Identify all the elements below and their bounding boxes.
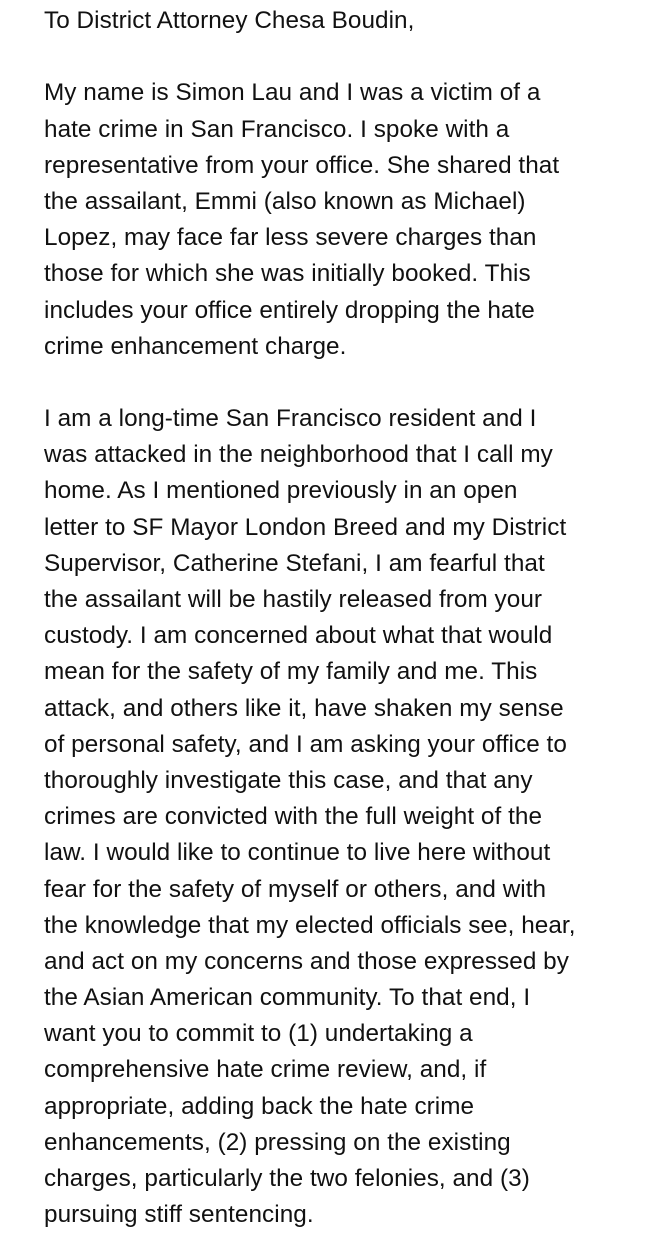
paragraph-2-line: Supervisor, Catherine Stefani, I am fearful that: [44, 549, 545, 577]
paragraph-2-line: the assailant will be hastily released from your: [44, 586, 543, 613]
paragraph-2-line: letter to SF Mayor London Breed and my District: [44, 513, 567, 541]
paragraph-1-line: hate crime in San Francisco. I spoke with a: [44, 115, 510, 143]
paragraph-2-line: mean for the safety of my family and me. This: [44, 658, 538, 686]
salutation: To District Attorney Chesa Boudin,: [44, 7, 415, 34]
paragraph-2-line: of personal safety, and I am asking your office to: [44, 730, 567, 758]
paragraph-spacer: [44, 365, 644, 401]
paragraph-1-line: crime enhancement charge.: [44, 332, 347, 360]
paragraph-2-line: and act on my concerns and those expressed by: [44, 947, 569, 975]
paragraph-2-line: enhancements, (2) pressing on the existing: [44, 1128, 511, 1156]
paragraph-2-line: was attacked in the neighborhood that I call my: [44, 441, 553, 469]
paragraph-2-line: law. I would like to continue to live here without: [44, 839, 551, 867]
paragraph-2-line: thoroughly investigate this case, and that any: [44, 766, 533, 794]
paragraph-1-line: includes your office entirely dropping the hate: [44, 296, 535, 324]
paragraph-2-line: home. As I mentioned previously in an open: [44, 477, 518, 505]
paragraph-1-line: Lopez, may face far less severe charges than: [44, 224, 537, 252]
paragraph-1: [44, 75, 644, 365]
paragraph-spacer: [44, 39, 644, 75]
paragraph-1-line: those for which she was initially booked. This: [44, 260, 531, 288]
paragraph-2-line: charges, particularly the two felonies, and (3): [44, 1165, 530, 1192]
paragraph-2-line: comprehensive hate crime review, and, if: [44, 1056, 487, 1084]
paragraph-2-line: fear for the safety of myself or others, and with: [44, 875, 547, 903]
paragraph-1-line: representative from your office. She shared that: [44, 151, 560, 179]
letter-body: [44, 3, 644, 1233]
paragraph-2-line: crimes are convicted with the full weight of the: [44, 803, 543, 831]
paragraph-2-line: want you to commit to (1) undertaking a: [44, 1020, 473, 1048]
paragraph-2-line: I am a long-time San Francisco resident and I: [44, 405, 537, 433]
paragraph-2: [44, 401, 644, 1233]
paragraph-2-line: the Asian American community. To that end, I: [44, 984, 531, 1012]
paragraph-2-line: pursuing stiff sentencing.: [44, 1201, 314, 1229]
paragraph-2-line: appropriate, adding back the hate crime: [44, 1092, 475, 1120]
paragraph-1-line: My name is Simon Lau and I was a victim of a: [44, 79, 541, 107]
paragraph-2-line: custody. I am concerned about what that would: [44, 622, 553, 650]
paragraph-2-line: attack, and others like it, have shaken my sense: [44, 694, 564, 722]
paragraph-1-line: the assailant, Emmi (also known as Michael): [44, 187, 526, 215]
paragraph-2-line: the knowledge that my elected officials see, hear,: [44, 911, 576, 939]
